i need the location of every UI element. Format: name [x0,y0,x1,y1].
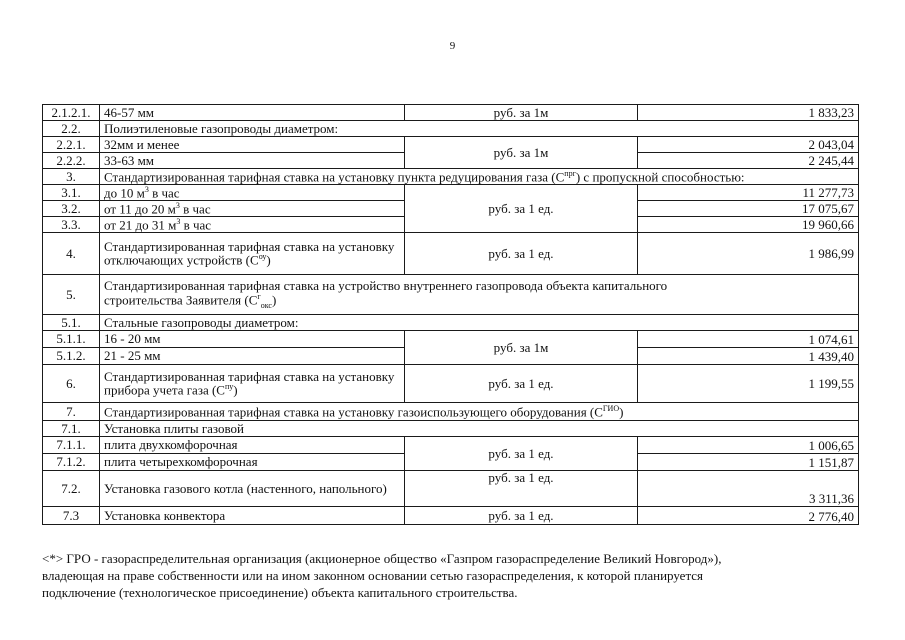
footnote-line: <*> ГРО - газораспределительная организация (акционерное общество «Газпром газораспределение Великий Новгород»), [42,551,722,566]
row-number: 7. [43,403,100,421]
row-unit: руб. за 1 ед. [405,365,638,403]
row-description: Установка газового котла (настенного, напольного) [100,471,405,507]
row-price: 2 043,04 [638,137,859,153]
row-price: 1 833,23 [638,105,859,121]
table-row [43,121,859,137]
row-description: 16 - 20 мм [100,331,405,348]
row-description: 33-63 мм [100,153,405,169]
row-description: Полиэтиленовые газопроводы диаметром: [100,121,859,137]
tariff-table [42,104,859,525]
row-description: Стандартизированная тарифная ставка на устройство внутреннего газопровода объекта капитального строительства Заявителя $(C^г_{окс})$ [100,275,859,315]
table-row [43,137,859,153]
row-description: плита двухкомфорочная [100,437,405,454]
table-row [43,507,859,525]
row-description: Стандартизированная тарифная ставка на установку отключающих устройств $(C^{оу})$ [100,233,405,275]
row-number: 2.2. [43,121,100,137]
row-number: 4. [43,233,100,275]
row-description: Стандартизированная тарифная ставка на установку газоиспользующего оборудования $(C^{ГИО})$ [100,403,859,421]
row-description: 21 - 25 мм [100,348,405,365]
row-number: 7.1.2. [43,454,100,471]
row-description: 46-57 мм [100,105,405,121]
row-price: 3 311,36 [638,471,859,507]
row-number: 5.1. [43,315,100,331]
row-price: 1 151,87 [638,454,859,471]
row-number: 7.2. [43,471,100,507]
row-number: 2.1.2.1. [43,105,100,121]
row-unit: руб. за 1м [405,137,638,169]
row-number: 3.2. [43,201,100,217]
table-row [43,437,859,454]
row-price: 1 074,61 [638,331,859,348]
row-number: 3. [43,169,100,185]
row-unit: руб. за 1 ед. [405,437,638,471]
page-number: 9 [449,40,456,52]
footnote-line: подключение (технологическое присоединение) объекта капитального строительства. [42,585,518,600]
footnote-line: владеющая на праве собственности или на ином законном основании сетью газораспределения, к которой планируется [42,568,704,583]
row-number: 7.1. [43,421,100,437]
row-number: 5.1.2. [43,348,100,365]
row-number: 6. [43,365,100,403]
row-price: 1 006,65 [638,437,859,454]
row-number: 5.1.1. [43,331,100,348]
table-row [43,421,859,437]
footnote [42,550,862,601]
row-number: 2.2.2. [43,153,100,169]
row-description: 32мм и менее [100,137,405,153]
row-price: 2 245,44 [638,153,859,169]
table-row [43,105,859,121]
row-price: 1 439,40 [638,348,859,365]
table-row [43,275,859,315]
table-row [43,233,859,275]
row-description: Установка конвектора [100,507,405,525]
row-number: 5. [43,275,100,315]
row-unit: руб. за 1 ед. [405,185,638,233]
row-number: 3.1. [43,185,100,201]
row-description: до 10 $м^3$ в час [100,185,405,201]
row-price: 11 277,73 [638,185,859,201]
row-description: Стандартизированная тарифная ставка на установку прибора учета газа $(C^{пу})$ [100,365,405,403]
table-row [43,403,859,421]
row-number: 3.3. [43,217,100,233]
table-row [43,471,859,507]
row-number: 7.1.1. [43,437,100,454]
row-description: от 21 до 31 $м^3$ в час [100,217,405,233]
row-unit: руб. за 1м [405,331,638,365]
row-unit: руб. за 1м [405,105,638,121]
table-row [43,331,859,348]
table-row [43,185,859,201]
row-price: 1 199,55 [638,365,859,403]
row-price: 19 960,66 [638,217,859,233]
row-unit: руб. за 1 ед. [405,233,638,275]
row-description: от 11 до 20 $м^3$ в час [100,201,405,217]
row-price: 1 986,99 [638,233,859,275]
row-description: Стальные газопроводы диаметром: [100,315,859,331]
table-row [43,315,859,331]
row-description: Установка плиты газовой [100,421,859,437]
table-row [43,365,859,403]
row-price: 17 075,67 [638,201,859,217]
table-row [43,169,859,185]
row-price: 2 776,40 [638,507,859,525]
row-unit: руб. за 1 ед. [405,507,638,525]
row-description: Стандартизированная тарифная ставка на установку пункта редуцирования газа $(C^{прг})$ с пропускной способностью: [100,169,859,185]
row-description: плита четырехкомфорочная [100,454,405,471]
row-unit: руб. за 1 ед. [405,471,638,507]
row-number: 2.2.1. [43,137,100,153]
row-number: 7.3 [43,507,100,525]
